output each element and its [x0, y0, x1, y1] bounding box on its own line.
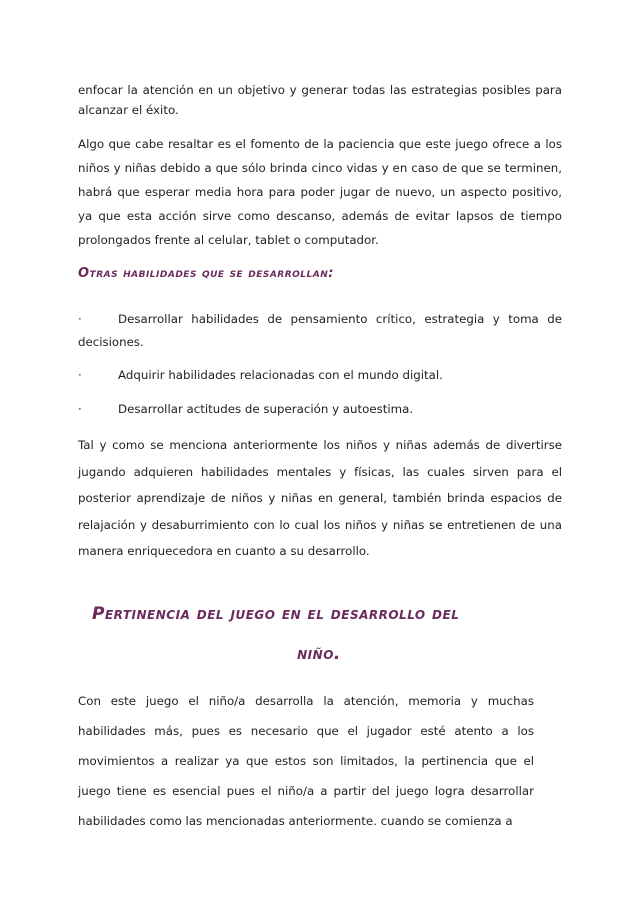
heading-pertinencia-line2: niño.: [297, 644, 341, 664]
bullet-text: Desarrollar actitudes de superación y autoestima.: [118, 402, 414, 416]
paragraph-intro: enfocar la atención en un objetivo y generar todas las estrategias posibles para alcanzar el éxito.: [78, 83, 562, 117]
bullet-symbol: ·: [78, 402, 82, 416]
bullet-text-continuation: decisiones.: [78, 335, 144, 349]
bullet-symbol: ·: [78, 312, 82, 326]
paragraph-conclusion: Tal y como se menciona anteriormente los niños y niñas además de divertirse jugando adquieren habilidades mentales y físicas, las cuales sirven para el posterior aprendizaje de niños y niñas en general, también brinda espacios de relajación y desaburrimiento con lo cual los niños y niñas se entretienen de una manera enriquecedora en cuanto a su desarrollo.: [78, 438, 562, 558]
heading-pertinencia: Pertinencia del juego en el desarrollo del: [92, 604, 460, 624]
bullet-text: Adquirir habilidades relacionadas con el mundo digital.: [118, 368, 443, 382]
paragraph-paciencia: Algo que cabe resaltar es el fomento de la paciencia que este juego ofrece a los niños y niñas debido a que sólo brinda cinco vidas y en caso de que se terminen, habrá que esperar media hora para poder jugar de nuevo, un aspecto positivo, ya que esta acción sirve como descanso, además de evitar lapsos de tiempo prolongados frente al celular, tablet o computador.: [78, 137, 562, 247]
paragraph-pertinencia: Con este juego el niño/a desarrolla la atención, memoria y muchas habilidades más, pues es necesario que el jugador esté atento a los movimientos a realizar ya que estos son limitados, la pertinencia que el juego tiene es esencial pues el niño/a a partir del juego logra desarrollar habilidades como las mencionadas anteriormente. cuando se comienza a: [78, 694, 534, 828]
bullet-symbol: ·: [78, 368, 82, 382]
bullet-text: Desarrollar habilidades de pensamiento crítico, estrategia y toma de: [118, 312, 562, 326]
heading-otras-habilidades: Otras habilidades que se desarrollan:: [78, 266, 334, 281]
